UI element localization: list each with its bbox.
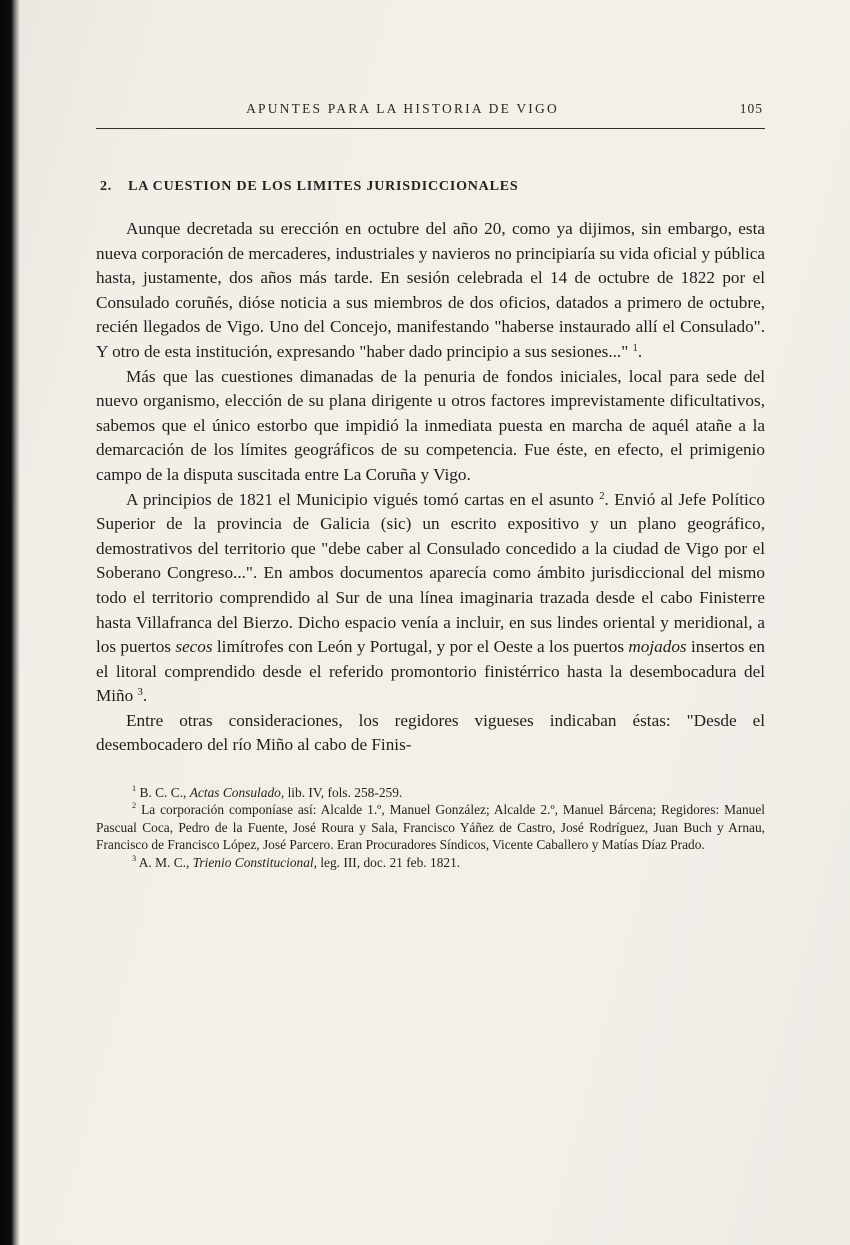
book-binding-shadow xyxy=(0,0,20,1245)
footnote-1: $^1$ B. C. C., Actas Consulado, lib. IV, fols. 258-259. xyxy=(132,784,403,801)
paragraph-2: Más que las cuestiones dimanadas de la penuria de fondos iniciales, local para sede del nuevo organismo, elección de su plana dirigente u otros factores imprevistamente dificultativos, sabemos que el único estorbo que impidió la inmediata puesta en marcha de aquél atañe a la demarcación de los límites geográficos de su competencia. Fue éste, en efecto, el primigenio campo de la disputa suscitada entre La Coruña y Vigo. xyxy=(96,366,765,484)
footnote-3: $^3$ A. M. C., Trienio Constitucional, leg. III, doc. 21 feb. 1821. xyxy=(132,853,461,870)
paragraph-3: A principios de 1821 el Municipio vigués tomó cartas en el asunto $^2$. Envió al Jefe Político Superior de la provincia de Galicia (sic) un escrito expositivo y un plano geográfico, demostrativos del territorio que "debe caber al Consulado concedido a la ciudad de Vigo por el Soberano Congreso...". En ambos documentos aparecía como ámbito jurisdiccional del mismo todo el territorio comprendido al Sur de una línea imaginaria trazada desde el cabo Finisterre hasta Villafranca del Bierzo. Dicho espacio venía a incluir, en sus lindes oriental y meridional, a los puertos secos limítrofes con León y Portugal, y por el Oeste a los puertos mojados insertos en el litoral comprendido desde el referido promontorio finistérrico hasta la desembocadura del Miño $^3$. xyxy=(96,489,765,706)
section-title: LA CUESTION DE LOS LIMITES JURISDICCIONALES xyxy=(128,179,519,194)
body-text xyxy=(96,217,765,758)
page-content xyxy=(96,0,765,871)
page-number: 105 xyxy=(739,101,763,116)
paragraph-1: Aunque decretada su erección en octubre del año 20, como ya dijimos, sin embargo, esta nueva corporación de mercaderes, industriales y navieros no principiaría su vida oficial y pública hasta, justamente, dos años más tarde. En sesión celebrada el 14 de octubre de 1822 por el Consulado coruñés, dióse noticia a sus miembros de dos oficios, datados a primero de octubre, recién llegados de Vigo. Uno del Concejo, manifestando "haberse instaurado allí el Consulado". Y otro de esta institución, expresando "haber dado principio a sus sesiones..." $^1$. xyxy=(96,219,765,361)
footnotes xyxy=(96,784,765,871)
section-number: 2. xyxy=(100,179,113,194)
header-rule xyxy=(96,128,765,129)
running-title: APUNTES PARA LA HISTORIA DE VIGO xyxy=(246,101,559,116)
footnote-2: $^2$ La corporación componíase así: Alcalde 1.º, Manuel González; Alcalde 2.º, Manuel Bárcena; Regidores: Manuel Pascual Coca, Pedro de la Fuente, José Roura y Sala, Francisco Yáñez de Castro, José Rodríguez, Juan Buch y Arnau, Francisco de Francisco López, José Parcero. Eran Procuradores Síndicos, Vicente Caballero y Matías Díaz Prado. xyxy=(96,801,765,853)
section-heading xyxy=(100,179,765,195)
page-header xyxy=(96,101,765,121)
paragraph-4: Entre otras consideraciones, los regidores vigueses indicaban éstas: "Desde el desembocadero del río Miño al cabo de Finis- xyxy=(96,710,765,755)
